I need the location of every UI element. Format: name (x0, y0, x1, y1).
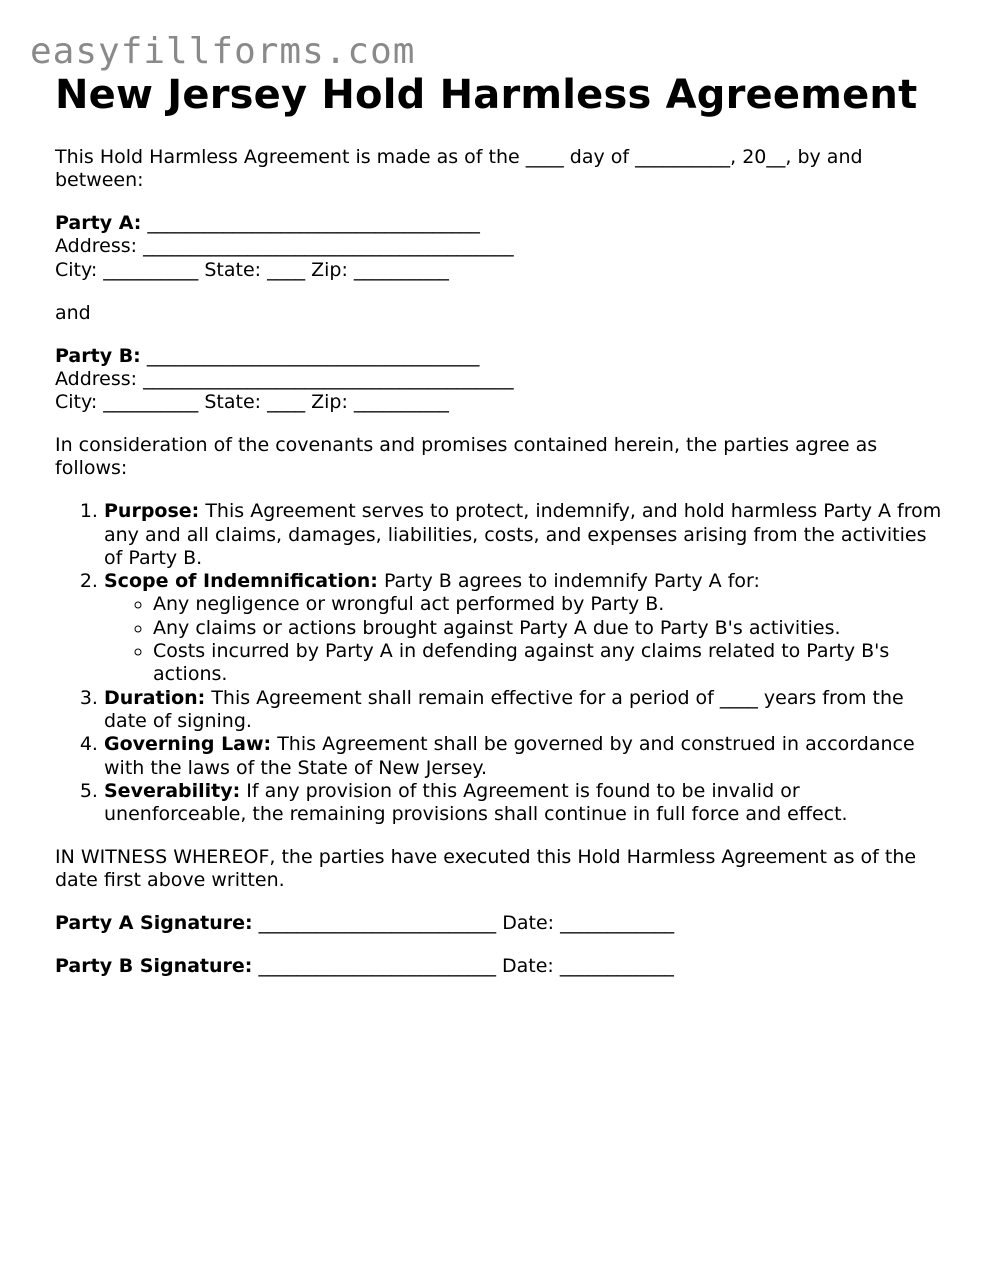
term-heading: Purpose: (104, 500, 200, 523)
party-b-name-blank: ___________________________________ (146, 344, 480, 367)
and-text: and (55, 301, 91, 324)
party-a-signature-line (55, 912, 945, 935)
party-a-block (55, 212, 945, 282)
signature-blank: _________________________ (258, 912, 497, 935)
term-text: This Agreement shall be governed by and construed in accordance with the laws of the State of New Jersey. (104, 733, 915, 779)
party-b-city-line: City: __________ State: ____ Zip: __________ (55, 391, 449, 414)
party-a-address-line: Address: _______________________________________ (55, 235, 514, 258)
term-scope (104, 570, 945, 686)
term-heading: Scope of Indemnification: (104, 570, 378, 593)
signature-label: Party B Signature: (55, 955, 253, 978)
terms-list (55, 500, 945, 826)
term-text: If any provision of this Agreement is found to be invalid or unenforceable, the remaining provisions shall continue in full force and effect. (104, 779, 848, 826)
scope-sublist (104, 593, 945, 686)
party-a-label: Party A: (55, 212, 142, 235)
signature-label: Party A Signature: (55, 912, 253, 935)
term-heading: Severability: (104, 779, 241, 802)
scope-subitem: ◦ Costs incurred by Party A in defending against any claims related to Party B's actions. (153, 640, 945, 687)
signature-blank: _________________________ (258, 955, 496, 978)
party-b-name-line (55, 345, 945, 368)
term-heading: Governing Law: (104, 733, 272, 756)
page-title: New Jersey Hold Harmless Agreement (55, 72, 918, 118)
witness-paragraph: IN WITNESS WHEREOF, the parties have executed this Hold Harmless Agreement as of the date first above written. (55, 845, 917, 892)
scope-subitem: ◦ Any claims or actions brought against Party A due to Party B's activities. (153, 617, 945, 640)
term-severability (104, 780, 945, 827)
party-b-address-line: Address: _______________________________________ (55, 367, 514, 390)
term-text: This Agreement serves to protect, indemnify, and hold harmless Party A from any and all claims, damages, liabilities, costs, and expenses arising from the activities of Party B. (104, 500, 942, 569)
party-b-signature-line (55, 955, 945, 978)
term-text: Party B agrees to indemnify Party A for: (383, 570, 760, 593)
term-governing-law (104, 733, 945, 780)
intro-paragraph: This Hold Harmless Agreement is made as of the ____ day of __________, 20__, by and between: (55, 146, 863, 192)
term-duration (104, 687, 945, 734)
watermark-text: easyfillforms.com (30, 31, 416, 72)
term-purpose (104, 500, 945, 570)
party-b-block (55, 345, 945, 415)
party-a-name-line (55, 212, 945, 235)
party-a-city-line: City: __________ State: ____ Zip: __________ (55, 258, 449, 281)
party-a-name-blank: ___________________________________ (147, 212, 480, 235)
term-text: This Agreement shall remain effective for a period of ____ years from the date of signing. (104, 686, 904, 732)
signature-date: Date: ____________ (502, 912, 675, 935)
consideration-paragraph: In consideration of the covenants and promises contained herein, the parties agree as follows: (55, 434, 878, 480)
party-b-label: Party B: (55, 344, 141, 367)
agreement-document (55, 70, 945, 998)
scope-subitem: ◦ Any negligence or wrongful act performed by Party B. (153, 593, 945, 616)
term-heading: Duration: (104, 686, 206, 709)
signature-date: Date: ____________ (502, 955, 674, 978)
